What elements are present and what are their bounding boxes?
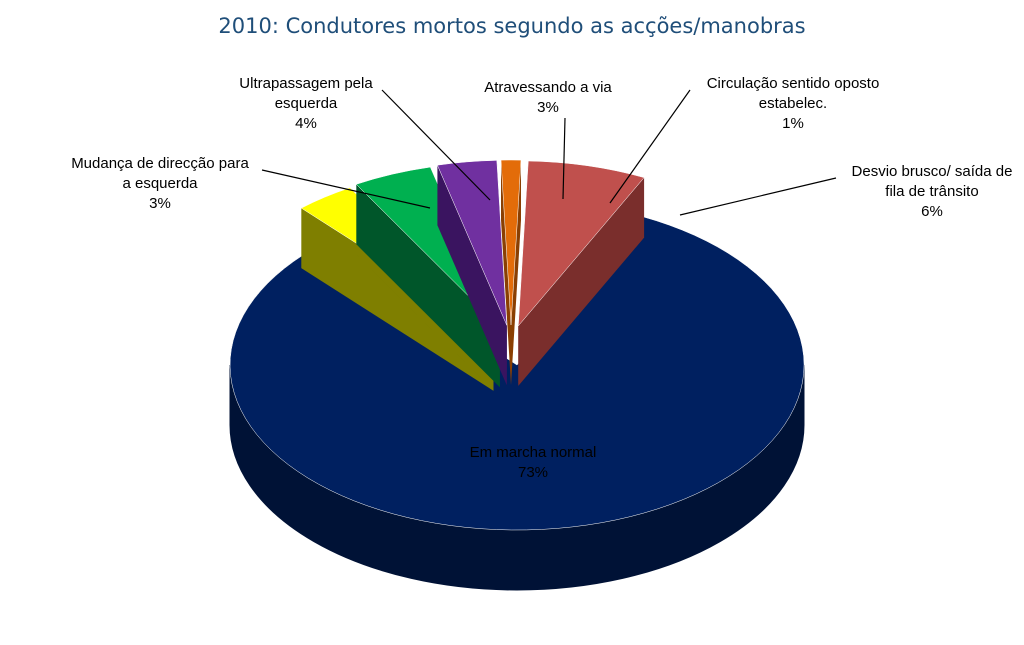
slice-label: [484, 79, 612, 116]
slice-label-line: esquerda: [274, 95, 338, 112]
chart-title: 2010: Condutores mortos segundo as acções/manobras: [218, 14, 806, 38]
slice-percent: 6%: [921, 203, 943, 220]
slice-percent: 3%: [537, 99, 559, 116]
leader-line: [610, 90, 690, 203]
slice-label: [239, 75, 373, 132]
slice-label-line: fila de trânsito: [885, 183, 979, 200]
slice-label-line: Em marcha normal: [469, 444, 597, 461]
slice-label: [707, 75, 880, 132]
leader-line: [680, 178, 836, 215]
slice-label-line: Desvio brusco/ saída de: [851, 163, 1013, 180]
slice-label-line: Atravessando a via: [484, 79, 612, 96]
slice-label: [71, 155, 249, 212]
slice-label-line: Mudança de direcção para: [71, 155, 249, 172]
slice-percent: 3%: [149, 195, 171, 212]
slice-label-line: a esquerda: [122, 175, 198, 192]
slice-label-line: Ultrapassagem pela: [239, 75, 373, 92]
slice-label-line: estabelec.: [758, 95, 828, 112]
slice-label: [852, 163, 1013, 220]
slice-label-line: Circulação sentido oposto: [706, 75, 880, 92]
slice-percent: 4%: [295, 115, 317, 132]
slice-percent: 1%: [782, 115, 804, 132]
slice-percent: 73%: [517, 464, 549, 481]
